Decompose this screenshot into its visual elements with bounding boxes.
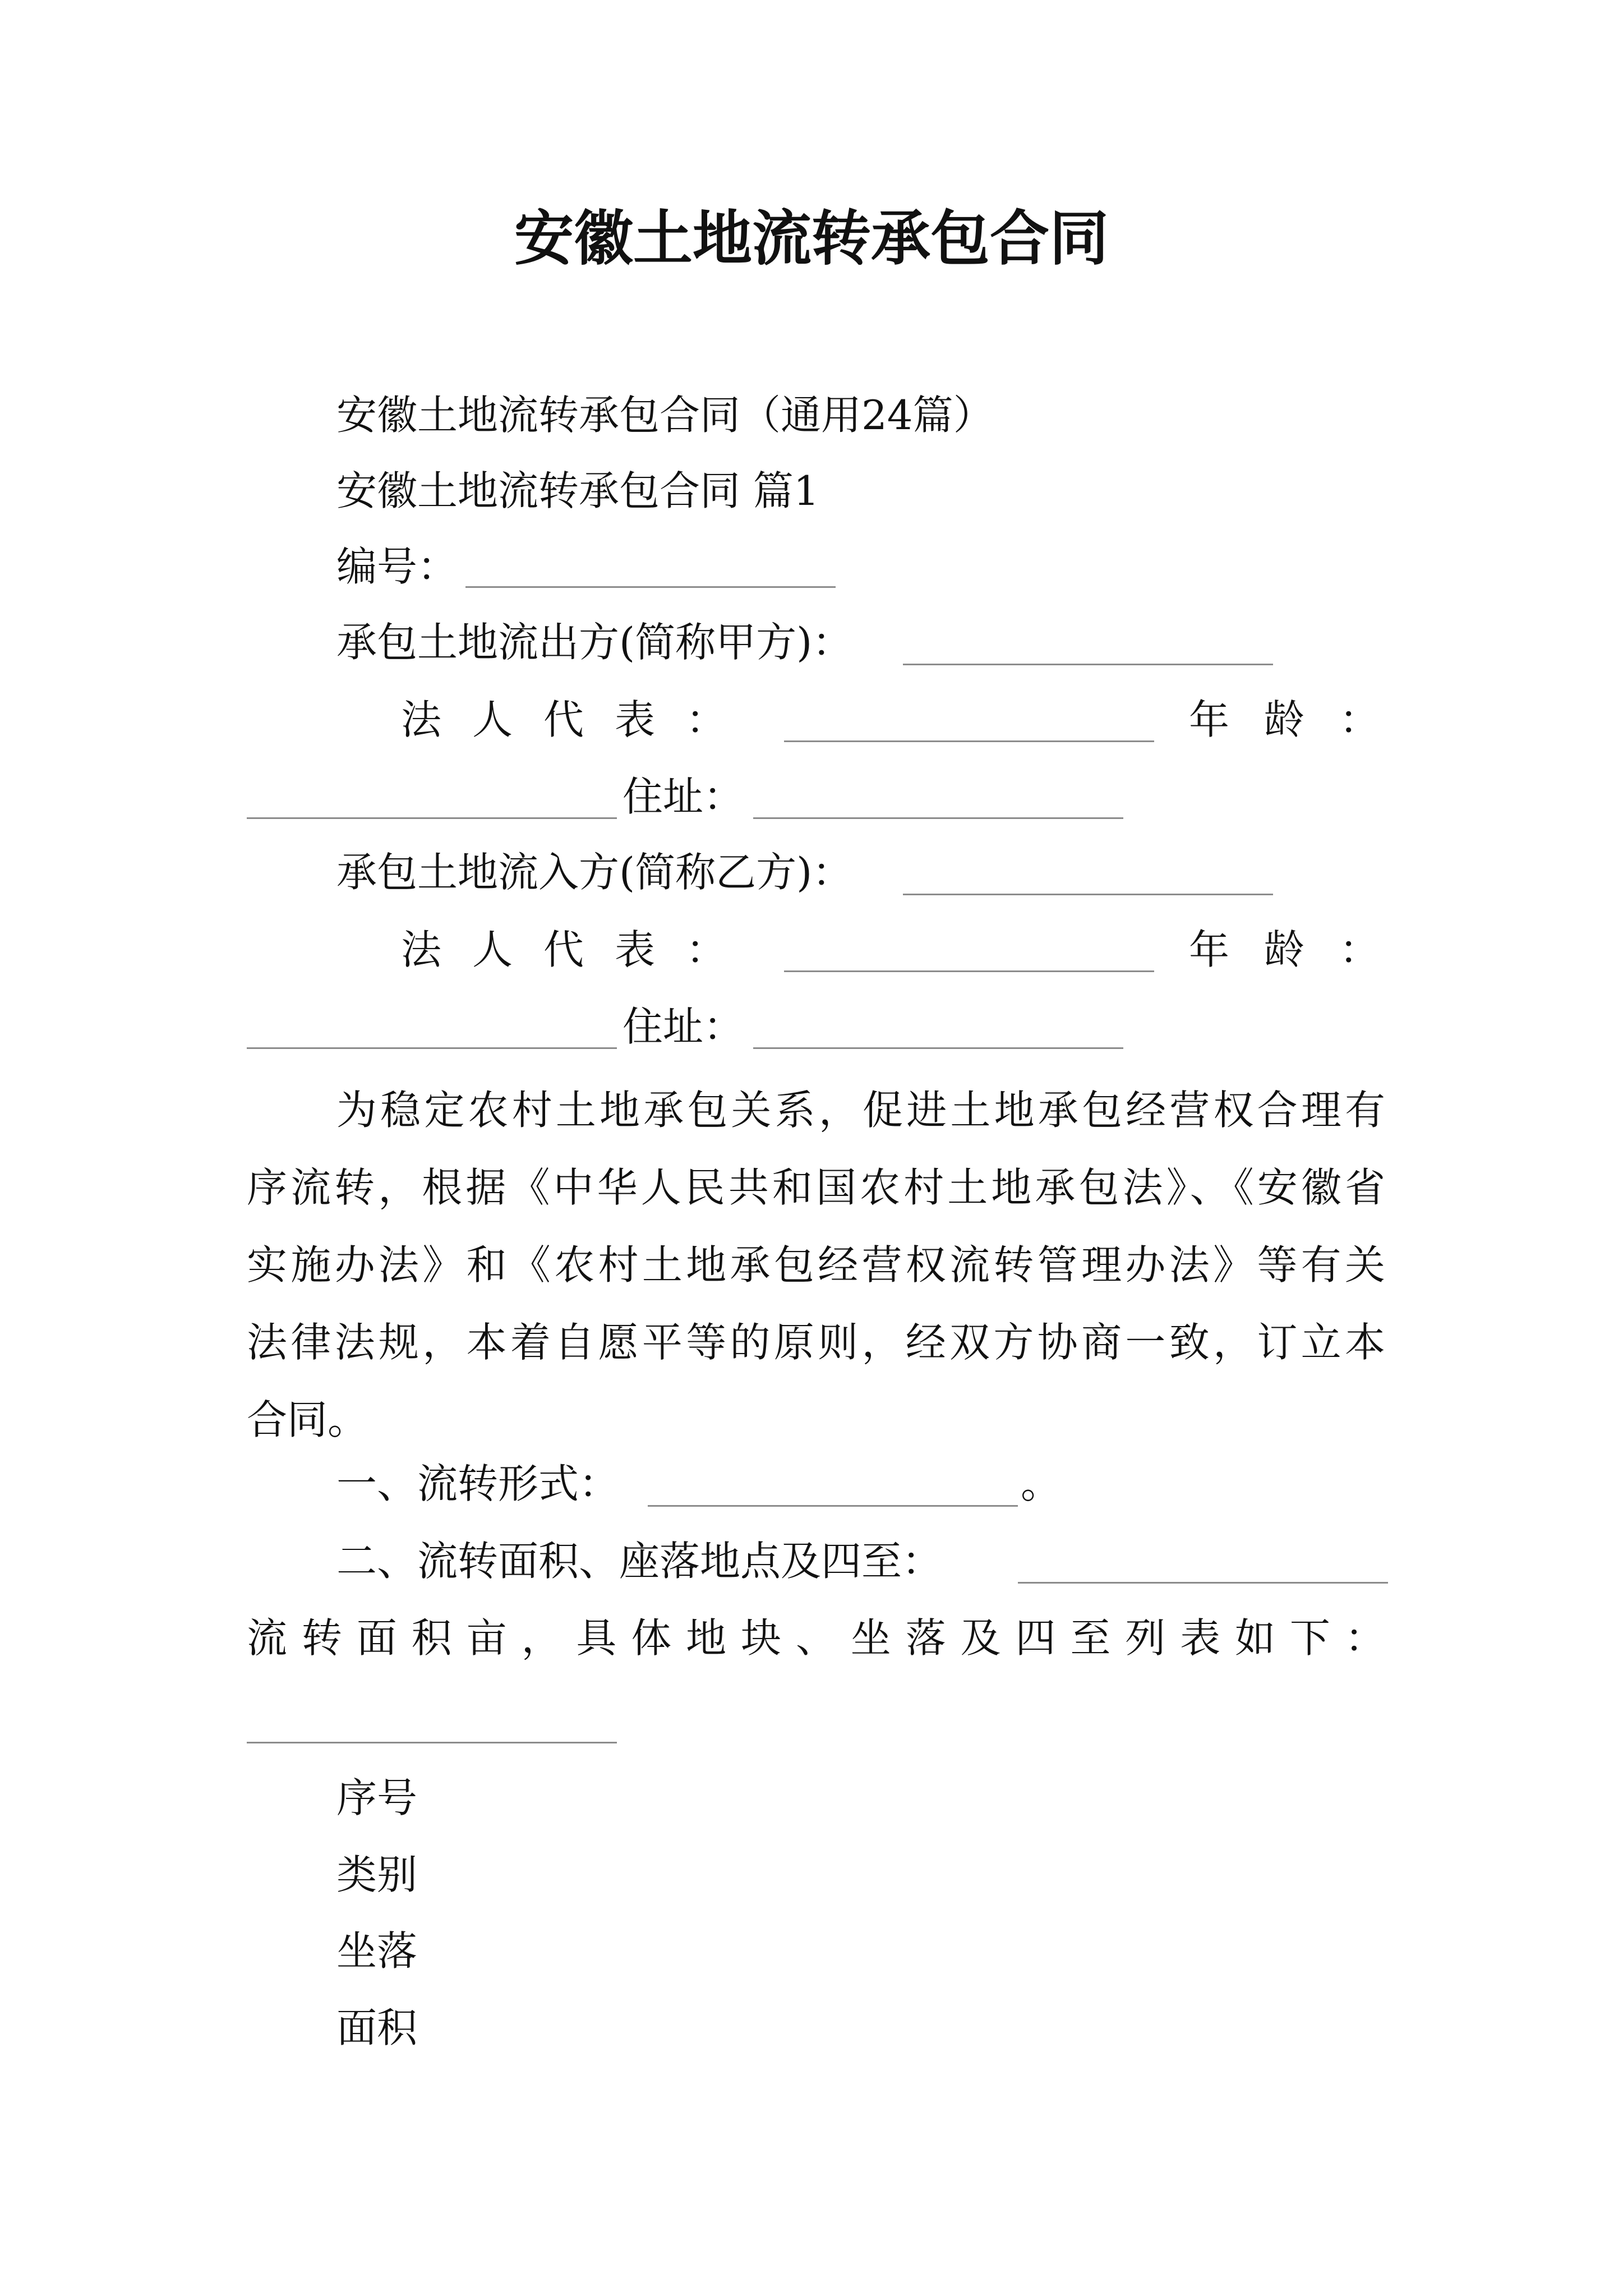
- intro-paragraph: [247, 1071, 1385, 1458]
- party-b-label: 承包土地流入方(简称乙方)：: [336, 849, 853, 896]
- table-header-area: 面积: [336, 2004, 418, 2051]
- intro-line: 实施办法》和《农村土地承包经营权流转管理办法》等有关: [247, 1241, 1385, 1289]
- intro-line: 合同。: [247, 1396, 368, 1443]
- party-b-age-blank[interactable]: [247, 1047, 617, 1049]
- clause-2-continuation: 流 转 面 积 亩 ， 具 体 地 块 、 坐 落 及 四 至 列 表 如 下 ：: [247, 1614, 1385, 1662]
- table-header-category: 类别: [336, 1851, 418, 1898]
- clause-2-label: 二、流转面积、座落地点及四至：: [336, 1538, 943, 1585]
- party-b-legal-rep-label: 法 人 代 表 ：: [401, 926, 726, 973]
- intro-line: 为稳定农村土地承包关系，促进土地承包经营权合理有: [336, 1087, 1385, 1134]
- party-a-blank[interactable]: [903, 664, 1273, 665]
- party-a-age-blank[interactable]: [247, 817, 617, 819]
- number-label: 编号：: [336, 543, 458, 590]
- clause-1-blank[interactable]: [648, 1505, 1018, 1507]
- party-b-legal-rep-blank[interactable]: [784, 970, 1154, 972]
- party-a-legal-rep-label: 法 人 代 表 ：: [401, 696, 726, 743]
- clause-1-end: 。: [1021, 1460, 1062, 1507]
- table-header-location: 坐落: [336, 1927, 418, 1975]
- party-a-address-label: 住址：: [623, 773, 744, 820]
- document-subtitle: 安徽土地流转承包合同（通用24篇）: [336, 392, 994, 439]
- party-a-address-blank[interactable]: [753, 817, 1123, 819]
- document-title: 安徽土地流转承包合同: [514, 203, 1109, 273]
- intro-line: 法律法规，本着自愿平等的原则，经双方协商一致，订立本: [247, 1319, 1385, 1366]
- party-b-address-label: 住址：: [623, 1003, 744, 1050]
- party-b-address-blank[interactable]: [753, 1047, 1123, 1049]
- party-b-age-label: 年 龄 ：: [1189, 926, 1380, 973]
- clause-2-list-blank[interactable]: [247, 1742, 617, 1743]
- number-blank[interactable]: [465, 586, 836, 588]
- table-header-index: 序号: [336, 1774, 418, 1821]
- party-a-label: 承包土地流出方(简称甲方)：: [336, 619, 853, 666]
- clause-2-blank[interactable]: [1018, 1582, 1388, 1584]
- intro-line: 序流转，根据《中华人民共和国农村土地承包法》、《安徽省: [247, 1164, 1385, 1211]
- chapter-heading: 安徽土地流转承包合同 篇1: [336, 467, 819, 514]
- party-a-legal-rep-blank[interactable]: [784, 740, 1154, 742]
- clause-1-label: 一、流转形式：: [336, 1460, 620, 1507]
- party-a-age-label: 年 龄 ：: [1189, 696, 1380, 743]
- party-b-blank[interactable]: [903, 894, 1273, 895]
